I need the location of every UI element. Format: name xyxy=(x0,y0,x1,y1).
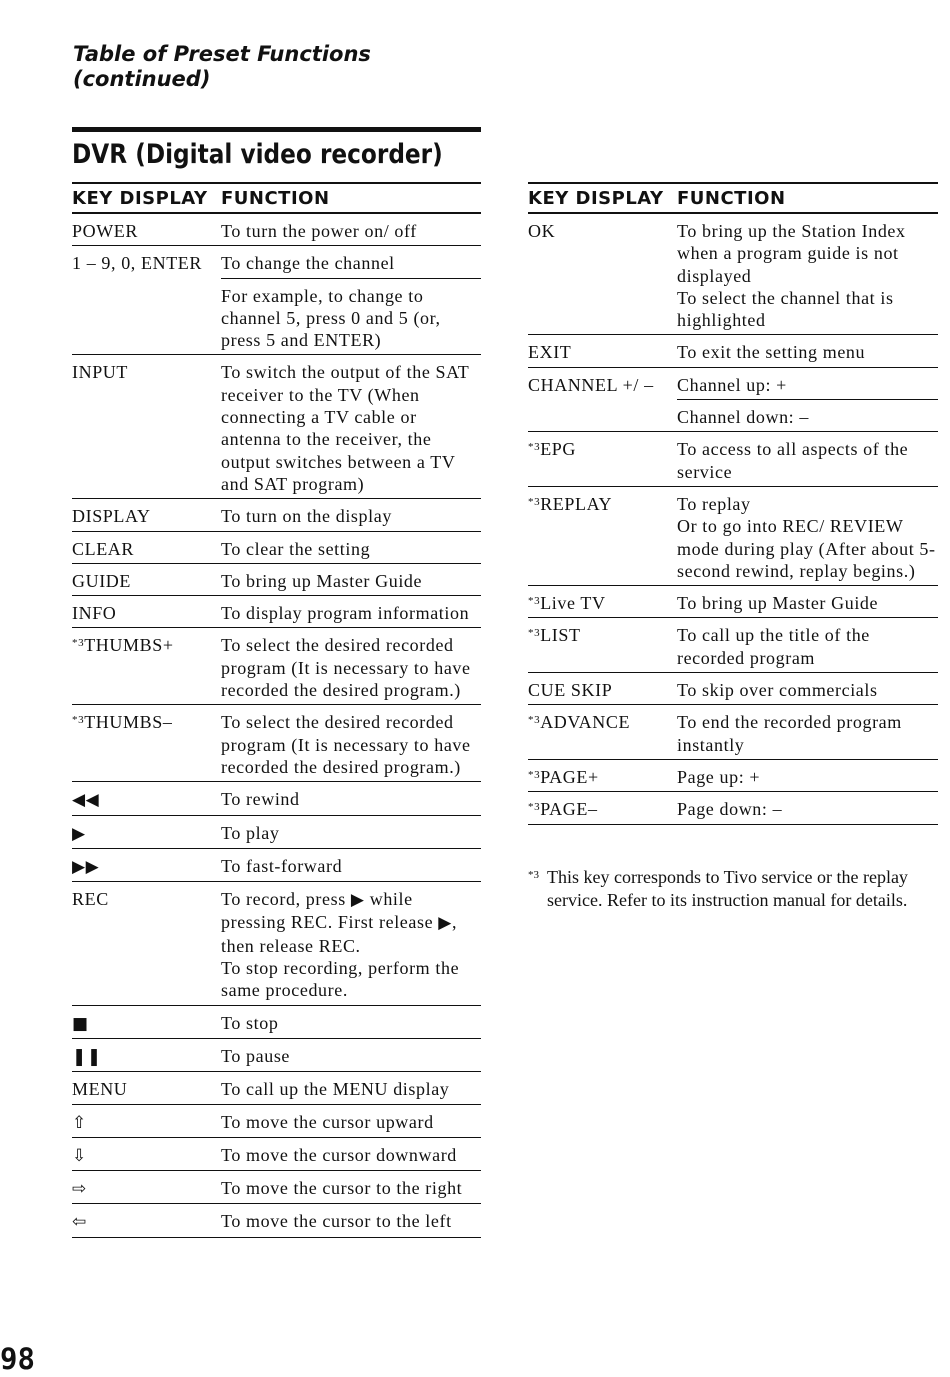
footnote xyxy=(528,866,943,911)
key-label xyxy=(528,618,677,673)
function-note: For example, to change to channel 5, press 0 and 5 (or, press 5 and ENTER) xyxy=(221,278,481,355)
key-label-empty xyxy=(72,278,221,355)
table-row xyxy=(72,246,481,278)
key-label: MENU xyxy=(72,1072,221,1104)
table-row xyxy=(72,1005,481,1038)
key-label: DISPLAY xyxy=(72,499,221,531)
table-row xyxy=(528,618,938,673)
key-text: EPG xyxy=(540,439,577,460)
function-text: To stop xyxy=(221,1005,481,1038)
function-text: To play xyxy=(221,815,481,848)
key-label xyxy=(72,628,221,705)
function-text: To select the desired recorded program (It is necessary to have recorded the desired program.) xyxy=(221,628,481,705)
function-text: To switch the output of the SAT receiver to the TV (When connecting a TV cable or antenna to the receiver, the output switches between a TV and SAT program) xyxy=(221,355,481,499)
footnote-mark-text: *3 xyxy=(528,869,539,881)
table-header-row xyxy=(528,183,938,213)
table-row xyxy=(528,586,938,618)
table-row xyxy=(72,563,481,595)
table-row xyxy=(72,531,481,563)
table-row xyxy=(72,1171,481,1204)
play-icon-glyph: ▶ xyxy=(72,823,86,844)
function-text: To access to all aspects of the service xyxy=(677,432,938,487)
key-label: OK xyxy=(528,213,677,335)
function-text: To call up the title of the recorded program xyxy=(677,618,938,673)
key-label: POWER xyxy=(72,213,221,246)
function-text: To call up the MENU display xyxy=(221,1072,481,1104)
table-row xyxy=(72,596,481,628)
key-display-header: KEY DISPLAY xyxy=(72,183,221,213)
function-text: To bring up Master Guide xyxy=(221,563,481,595)
table-row xyxy=(528,335,938,367)
function-line: Or to go into REC/ REVIEW mode during play (After about 5-second rewind, replay begins.) xyxy=(677,516,936,581)
function-line: To replay xyxy=(677,493,751,514)
arrow-down-icon-glyph: ⇩ xyxy=(72,1145,87,1166)
footnote-mark: *3 xyxy=(528,714,541,727)
function-text: To select the desired recorded program (It is necessary to have recorded the desired program.) xyxy=(221,705,481,782)
key-label: EXIT xyxy=(528,335,677,367)
rec-text-a: To record, press xyxy=(221,889,346,910)
function-header: FUNCTION xyxy=(677,183,938,213)
rewind-icon xyxy=(72,782,221,815)
function-text: To pause xyxy=(221,1038,481,1071)
table-row xyxy=(72,1104,481,1137)
footnote-mark: *3 xyxy=(528,495,541,508)
play-icon: ▶ xyxy=(438,913,452,934)
function-text: To skip over commercials xyxy=(677,673,938,705)
footnote-mark: *3 xyxy=(528,801,541,814)
table-row xyxy=(72,782,481,815)
key-display-header: KEY DISPLAY xyxy=(528,183,677,213)
table-row xyxy=(72,278,481,355)
key-label xyxy=(528,486,677,585)
table-row xyxy=(72,1072,481,1104)
key-label: REC xyxy=(72,882,221,1005)
rewind-icon-glyph: ◀◀ xyxy=(72,790,100,811)
function-text: To turn on the display xyxy=(221,499,481,531)
subtitle-line-2: (continued) xyxy=(73,67,211,91)
table-row xyxy=(528,759,938,791)
function-text: To end the recorded program instantly xyxy=(677,705,938,760)
arrow-right-icon xyxy=(72,1171,221,1204)
function-note: Channel down: – xyxy=(677,400,938,432)
function-text: Page down: – xyxy=(677,792,938,824)
function-text: To clear the setting xyxy=(221,531,481,563)
key-label-empty xyxy=(528,400,677,432)
table-row xyxy=(528,705,938,760)
table-row xyxy=(72,1204,481,1237)
table-header-row xyxy=(72,183,481,213)
table-row xyxy=(72,499,481,531)
arrow-up-icon xyxy=(72,1104,221,1137)
rec-text-d: To stop recording, perform the same procedure. xyxy=(221,958,460,1001)
function-text: To fast-forward xyxy=(221,848,481,881)
function-text xyxy=(221,882,481,1005)
footnote-mark: *3 xyxy=(528,441,541,454)
subtitle-line-1: Table of Preset Functions xyxy=(73,42,371,66)
arrow-down-icon xyxy=(72,1137,221,1170)
function-line: To bring up the Station Index when a program guide is not displayed xyxy=(677,221,906,286)
stop-icon-glyph: ■ xyxy=(72,1013,89,1034)
function-text: Page up: + xyxy=(677,759,938,791)
arrow-right-icon-glyph: ⇨ xyxy=(72,1179,87,1200)
key-label xyxy=(72,705,221,782)
function-text xyxy=(677,213,938,335)
section-subtitle xyxy=(73,42,371,92)
arrow-left-icon-glyph: ⇦ xyxy=(72,1212,87,1233)
table-row xyxy=(72,882,481,1005)
table-row xyxy=(72,705,481,782)
key-text: PAGE– xyxy=(540,799,598,820)
table-row xyxy=(528,673,938,705)
table-row xyxy=(528,792,938,824)
key-label: CLEAR xyxy=(72,531,221,563)
left-function-table xyxy=(72,182,481,1238)
arrow-left-icon xyxy=(72,1204,221,1237)
stop-icon xyxy=(72,1005,221,1038)
fast-forward-icon xyxy=(72,848,221,881)
key-label: INFO xyxy=(72,596,221,628)
table-row xyxy=(72,213,481,246)
key-label xyxy=(528,432,677,487)
rec-text-c: , then release REC. xyxy=(221,912,458,956)
table-row xyxy=(72,1137,481,1170)
function-line: To select the channel that is highlighted xyxy=(677,287,894,331)
function-text: To bring up Master Guide xyxy=(677,586,938,618)
arrow-up-icon-glyph: ⇧ xyxy=(72,1112,87,1133)
footnote-mark: *3 xyxy=(528,595,541,608)
table-row xyxy=(528,367,938,399)
function-text xyxy=(677,486,938,585)
rec-text-b: while pressing REC. First release xyxy=(221,889,434,933)
key-text: Live TV xyxy=(540,593,606,614)
key-label xyxy=(528,586,677,618)
function-text: To rewind xyxy=(221,782,481,815)
function-text: To display program information xyxy=(221,596,481,628)
function-text: To turn the power on/ off xyxy=(221,213,481,246)
footnote-mark: *3 xyxy=(528,768,541,781)
footnote-mark: *3 xyxy=(72,637,85,650)
footnote-mark: *3 xyxy=(72,714,85,727)
pause-icon-glyph: ❚❚ xyxy=(72,1046,102,1067)
key-text: PAGE+ xyxy=(540,766,599,787)
function-text: To move the cursor to the left xyxy=(221,1204,481,1237)
key-label: GUIDE xyxy=(72,563,221,595)
right-column xyxy=(528,182,938,825)
footnote-text: This key corresponds to Tivo service or the replay service. Refer to its instruction manual for details. xyxy=(547,867,908,910)
key-text: LIST xyxy=(540,625,581,646)
footnote-mark: *3 xyxy=(528,627,541,640)
play-icon xyxy=(72,815,221,848)
key-text: ADVANCE xyxy=(540,712,631,733)
table-row xyxy=(528,432,938,487)
function-text: To move the cursor downward xyxy=(221,1137,481,1170)
function-text: To move the cursor upward xyxy=(221,1104,481,1137)
key-label xyxy=(528,705,677,760)
key-label: CHANNEL +/ – xyxy=(528,374,654,395)
key-text: THUMBS– xyxy=(84,712,173,733)
key-label: 1 – 9, 0, ENTER xyxy=(72,253,202,274)
play-icon: ▶ xyxy=(350,890,365,911)
footnote-mark xyxy=(528,866,539,889)
key-label: INPUT xyxy=(72,355,221,499)
key-text: REPLAY xyxy=(540,493,613,514)
key-label: CUE SKIP xyxy=(528,673,677,705)
fast-forward-icon-glyph: ▶▶ xyxy=(72,856,100,877)
table-row xyxy=(72,1038,481,1071)
key-text: THUMBS+ xyxy=(84,635,174,656)
title-rule xyxy=(72,127,481,132)
table-row xyxy=(72,848,481,881)
left-column xyxy=(72,182,481,1238)
table-row xyxy=(72,355,481,499)
table-row xyxy=(528,400,938,432)
key-label xyxy=(528,759,677,791)
table-row xyxy=(72,628,481,705)
function-text: To move the cursor to the right xyxy=(221,1171,481,1204)
page-title: DVR (Digital video recorder) xyxy=(72,139,443,170)
table-row xyxy=(72,815,481,848)
right-function-table xyxy=(528,182,938,825)
function-text: Channel up: + xyxy=(677,367,938,399)
function-header: FUNCTION xyxy=(221,183,481,213)
page-number: 98 xyxy=(0,1342,35,1376)
key-label xyxy=(528,792,677,824)
pause-icon xyxy=(72,1038,221,1071)
function-text: To change the channel xyxy=(221,246,481,278)
table-row xyxy=(528,486,938,585)
table-row xyxy=(528,213,938,335)
function-text: To exit the setting menu xyxy=(677,335,938,367)
